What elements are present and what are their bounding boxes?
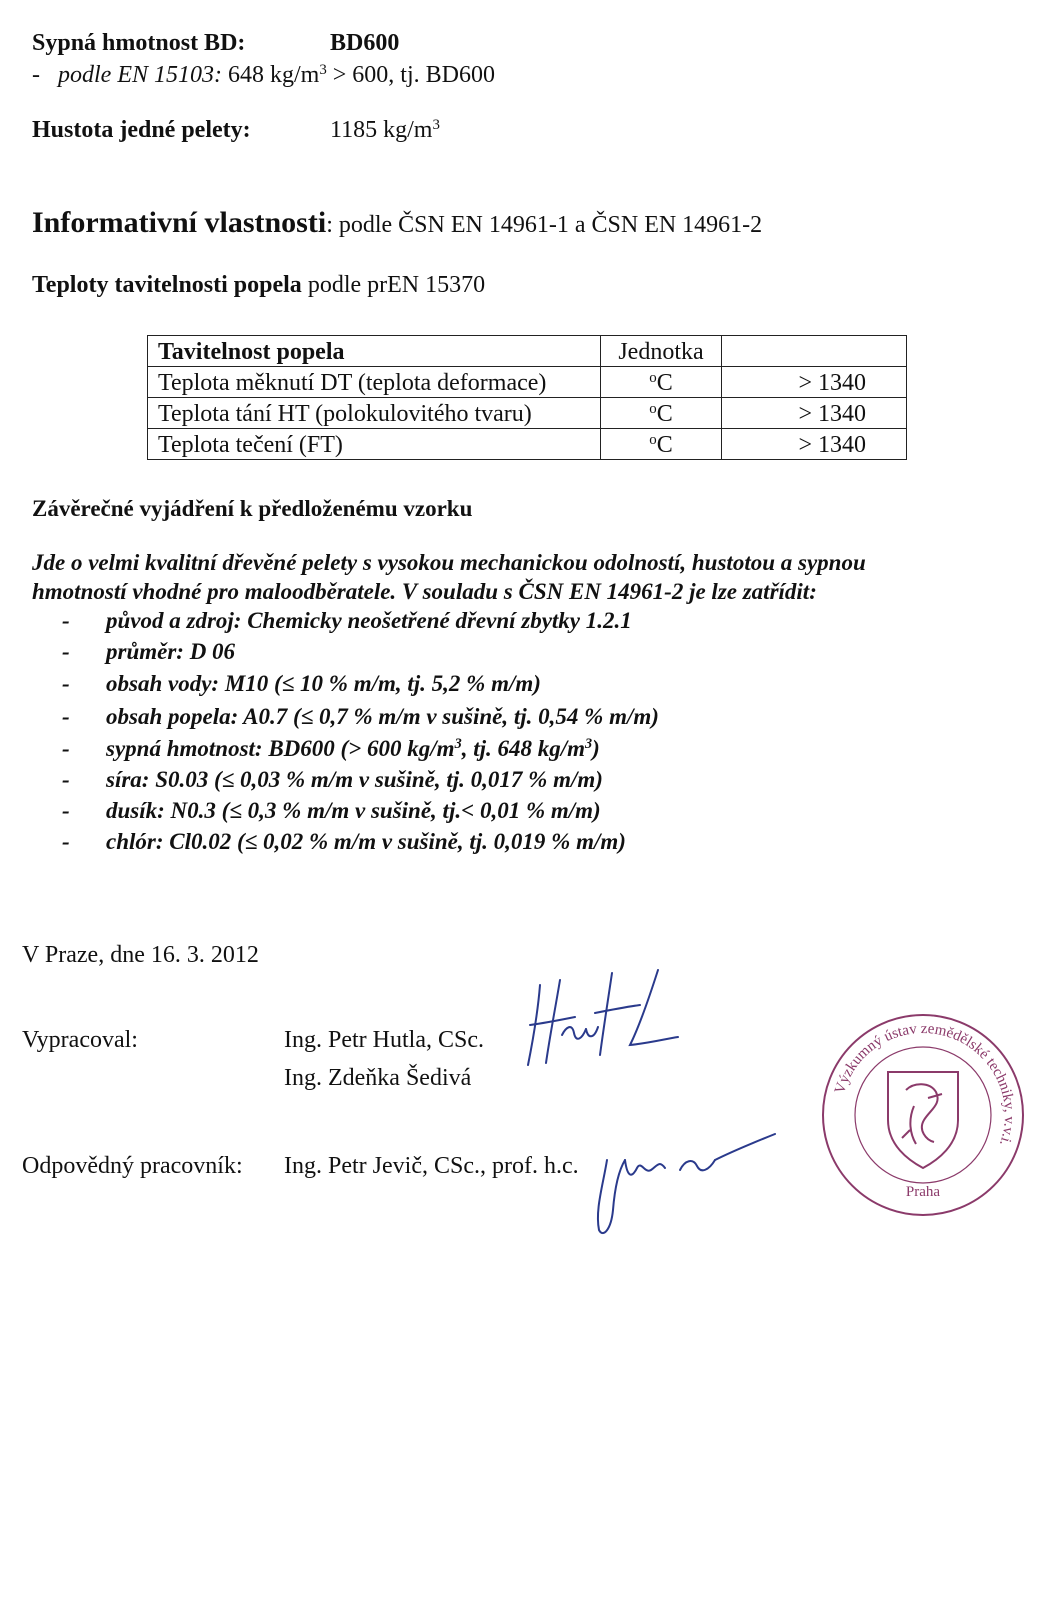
list-item-bulk-density: [62, 736, 600, 762]
prepared-by-2: Ing. Zdeňka Šedivá: [284, 1065, 472, 1091]
list-dash: -: [62, 639, 70, 664]
pellet-density-sup: 3: [432, 116, 440, 133]
table-header-property: Tavitelnost popela: [148, 336, 601, 367]
list-dash: -: [62, 798, 70, 823]
bulk-density-sup: 3: [319, 61, 327, 78]
table-cell-property: Teplota tečení (FT): [148, 429, 601, 460]
bulk-density-measured: 648 kg/m: [227, 62, 320, 88]
list-dash: -: [62, 671, 70, 696]
signature-hutla: [500, 965, 690, 1075]
responsible-label: Odpovědný pracovník:: [22, 1153, 243, 1179]
table-cell-value: > 1340: [722, 367, 907, 398]
list-item: [62, 608, 632, 634]
bulk-density-detail: [32, 62, 495, 89]
degree-sup: o: [649, 400, 657, 417]
list-item-text: obsah vody: M10 (≤ 10 % m/m, tj. 5,2 % m/m): [106, 671, 541, 696]
degree-sup: o: [649, 431, 657, 448]
list-dash: -: [62, 767, 70, 792]
prepared-label: Vypracoval:: [22, 1027, 138, 1053]
list-dash: -: [62, 704, 70, 729]
list-item-text: síra: S0.03 (≤ 0,03 % m/m v sušině, tj. 0,017 % m/m): [106, 767, 603, 792]
informative-heading-line: [32, 206, 762, 240]
ash-fusion-heading-line: [32, 272, 485, 299]
list-item: [62, 829, 626, 855]
stamp-city: Praha: [905, 1184, 941, 1200]
table-row: [148, 429, 907, 460]
list-item-text: dusík: N0.3 (≤ 0,3 % m/m v sušině, tj.< 0,01 % m/m): [106, 798, 601, 823]
place-date: V Praze, dne 16. 3. 2012: [22, 942, 259, 968]
list-item-text: chlór: Cl0.02 (≤ 0,02 % m/m v sušině, tj. 0,019 % m/m): [106, 829, 626, 854]
unit-text: C: [656, 432, 673, 458]
signature-jevic: [585, 1130, 785, 1240]
table-header-value: [722, 336, 907, 367]
table-cell-unit: [601, 398, 722, 429]
bulk-density-rest: > 600, tj. BD600: [326, 62, 495, 88]
list-item: [62, 767, 603, 793]
bd-item-sup-2: 3: [585, 736, 593, 753]
list-item: [62, 639, 235, 665]
table-cell-unit: [601, 367, 722, 398]
pellet-density-value: 1185 kg/m: [330, 117, 433, 143]
table-cell-property: Teplota tání HT (polokulovitého tvaru): [148, 398, 601, 429]
list-dash: -: [62, 608, 70, 633]
informative-norms: : podle ČSN EN 14961-1 a ČSN EN 14961-2: [326, 212, 763, 238]
conclusion-heading: Závěrečné vyjádření k předloženému vzorku: [32, 496, 473, 521]
ash-fusion-norm: podle prEN 15370: [301, 272, 486, 298]
bulk-density-value: BD600: [330, 30, 400, 56]
stamp-ring-text: Výzkumný ústav zemědělské techniky, v.v.i.: [831, 1020, 1018, 1149]
list-dash: -: [62, 736, 70, 761]
list-dash: -: [62, 829, 70, 854]
ash-fusion-table: [147, 335, 907, 460]
table-cell-unit: [601, 429, 722, 460]
list-item: [62, 671, 541, 697]
list-item-text: původ a zdroj: Chemicky neošetřené dřevní zbytky 1.2.1: [106, 608, 632, 633]
list-item-text: obsah popela: A0.7 (≤ 0,7 % m/m v sušině, tj. 0,54 % m/m): [106, 704, 659, 729]
bd-item-mid: , tj. 648 kg/m: [461, 736, 585, 761]
bulk-density-label: Sypná hmotnost BD:: [32, 30, 246, 56]
table-row: [148, 398, 907, 429]
table-cell-value: > 1340: [722, 429, 907, 460]
ash-fusion-heading: Teploty tavitelnosti popela: [32, 272, 302, 298]
responsible-name: Ing. Petr Jevič, CSc., prof. h.c.: [284, 1153, 579, 1179]
pellet-density-value-line: [330, 117, 440, 144]
conclusion-text-line-1: Jde o velmi kvalitní dřevěné pelety s vysokou mechanickou odolností, hustotou a sypnou: [32, 550, 866, 575]
list-item: [62, 798, 601, 824]
bulk-density-dash: -: [32, 62, 40, 88]
list-item: [62, 704, 659, 730]
table-header-row: [148, 336, 907, 367]
unit-text: C: [656, 401, 673, 427]
informative-heading: Informativní vlastnosti: [32, 206, 327, 239]
bd-item-pre: sypná hmotnost: BD600 (> 600 kg/m: [106, 736, 455, 761]
degree-sup: o: [649, 369, 657, 386]
official-stamp: [818, 1010, 1028, 1220]
prepared-by-1: Ing. Petr Hutla, CSc.: [284, 1027, 484, 1053]
unit-text: C: [656, 370, 673, 396]
table-header-unit: Jednotka: [601, 336, 722, 367]
conclusion-text-line-2: hmotností vhodné pro maloodběratele. V souladu s ČSN EN 14961-2 je lze zatřídit:: [32, 579, 817, 604]
table-cell-property: Teplota měknutí DT (teplota deformace): [148, 367, 601, 398]
table-cell-value: > 1340: [722, 398, 907, 429]
pellet-density-label: Hustota jedné pelety:: [32, 117, 251, 143]
table-row: [148, 367, 907, 398]
bulk-density-norm: podle EN 15103:: [58, 62, 222, 88]
bd-item-sup-1: 3: [454, 736, 462, 753]
list-item-text: průměr: D 06: [106, 639, 236, 664]
bd-item-post: ): [592, 736, 600, 761]
